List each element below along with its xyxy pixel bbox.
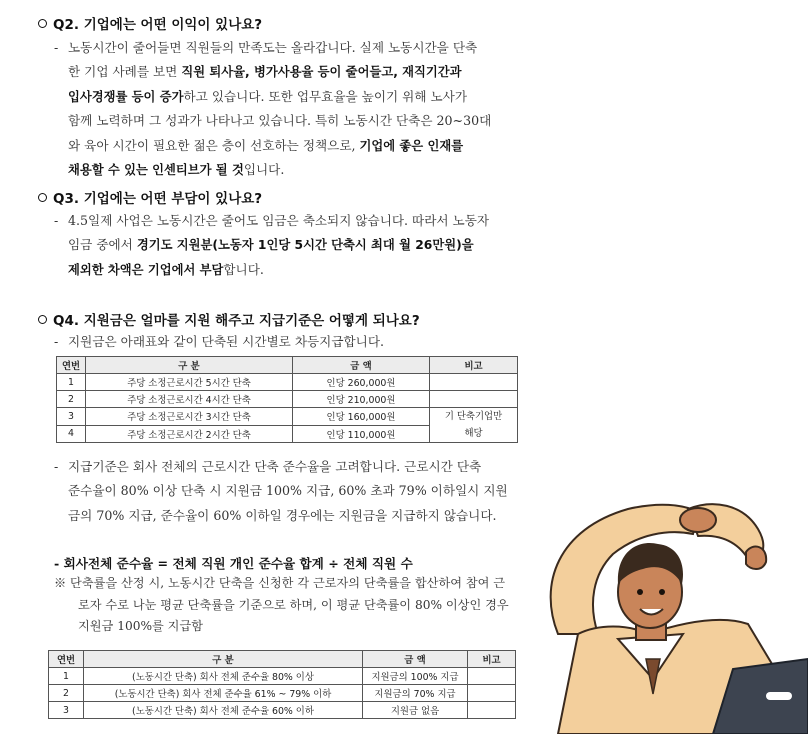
table-row: 3 주당 소정근로시간 3시간 단축 인당 160,000원 기 단축기업만 해당 (57, 408, 518, 426)
table-header: 비고 (430, 357, 518, 374)
table-header: 구 분 (86, 357, 293, 374)
table-row: 1 (노동시간 단축) 회사 전체 준수율 80% 이상 지원금의 100% 지급 (49, 668, 516, 685)
man-stretching-illustration (518, 434, 808, 734)
table-row: 2 (노동시간 단축) 회사 전체 준수율 61% ~ 79% 이하 지원금의 70% 지급 (49, 685, 516, 702)
q3-heading: Q3. 기업에는 어떤 부담이 있나요? (38, 187, 262, 207)
formula-line: - 회사전체 준수율 = 전체 직원 개인 준수율 합계 ÷ 전체 직원 수 (54, 556, 413, 571)
table-row: 3 (노동시간 단축) 회사 전체 준수율 60% 이하 지원금 없음 (49, 702, 516, 719)
table-row: 2 주당 소정근로시간 4시간 단축 인당 210,000원 (57, 391, 518, 408)
table-header: 금 액 (293, 357, 430, 374)
circle-bullet-icon (38, 193, 47, 202)
q3-paragraph: - 4.5일제 사업은 노동시간은 줄어도 임금은 축소되지 않습니다. 따라서 노동자 임금 중에서 경기도 지원분(노동자 1인당 5시간 단축시 최대 월 26만원)을 제외한 차액은 기업에서 부담합니다. (54, 213, 490, 277)
table-note-cell: 기 단축기업만 해당 (430, 408, 518, 443)
table-header: 연번 (49, 651, 84, 668)
circle-bullet-icon (38, 315, 47, 324)
table-row: 4 주당 소정근로시간 2시간 단축 인당 110,000원 (57, 425, 518, 443)
table-header: 금 액 (363, 651, 468, 668)
criteria-paragraph: - 지급기준은 회사 전체의 근로시간 단축 준수율을 고려합니다. 근로시간 단축 준수율이 80% 이상 단축 시 지원금 100% 지급, 60% 초과 79% 이하일시 지원 금의 70% 지급, 준수율이 60% 이하일 경우에는 지원금을 지급하지 않습니다. (54, 459, 508, 523)
laptop-logo-icon (766, 692, 792, 700)
note-paragraph: ※ 단축률을 산정 시, 노동시간 단축을 신청한 각 근로자의 단축률을 합산하여 참여 근 로자 수로 나눈 평균 단축률을 기준으로 하며, 이 평균 단축률이 80% 이상인 경우 지원금 100%를 지급함 (54, 576, 509, 633)
table-row: 1 주당 소정근로시간 5시간 단축 인당 260,000원 (57, 374, 518, 391)
hand (680, 508, 716, 532)
table-header: 연번 (57, 357, 86, 374)
table-header: 비고 (468, 651, 516, 668)
circle-bullet-icon (38, 19, 47, 28)
q2-heading: Q2. 기업에는 어떤 이익이 있나요? (38, 13, 262, 33)
q2-paragraph: - 노동시간이 줄어들면 직원들의 만족도는 올라갑니다. 실제 노동시간을 단축 한 기업 사례를 보면 직원 퇴사율, 병가사용율 등이 줄어들고, 재직기간과 입사경쟁률 등이 증가하고 있습니다. 또한 업무효율을 높이기 위해 노사가 함께 노력하며 그 성과가 나타나고 있습니다. 특히 노동시간 단축은 20~30대 와 육아 시간이 필요한 젊은 층이 선호하는 정책으로, 기업에 좋은 인재를 채용할 수 있는 인센티브가 될 것입니다. (54, 40, 492, 178)
subsidy-table (56, 356, 518, 443)
table-header: 구 분 (84, 651, 363, 668)
hand (746, 547, 766, 569)
compliance-table (48, 650, 516, 719)
q4-heading: Q4. 지원금은 얼마를 지원 해주고 지급기준은 어떻게 되나요? (38, 309, 420, 329)
q4-intro: - 지원금은 아래표와 같이 단축된 시간별로 차등지급합니다. (54, 334, 384, 349)
